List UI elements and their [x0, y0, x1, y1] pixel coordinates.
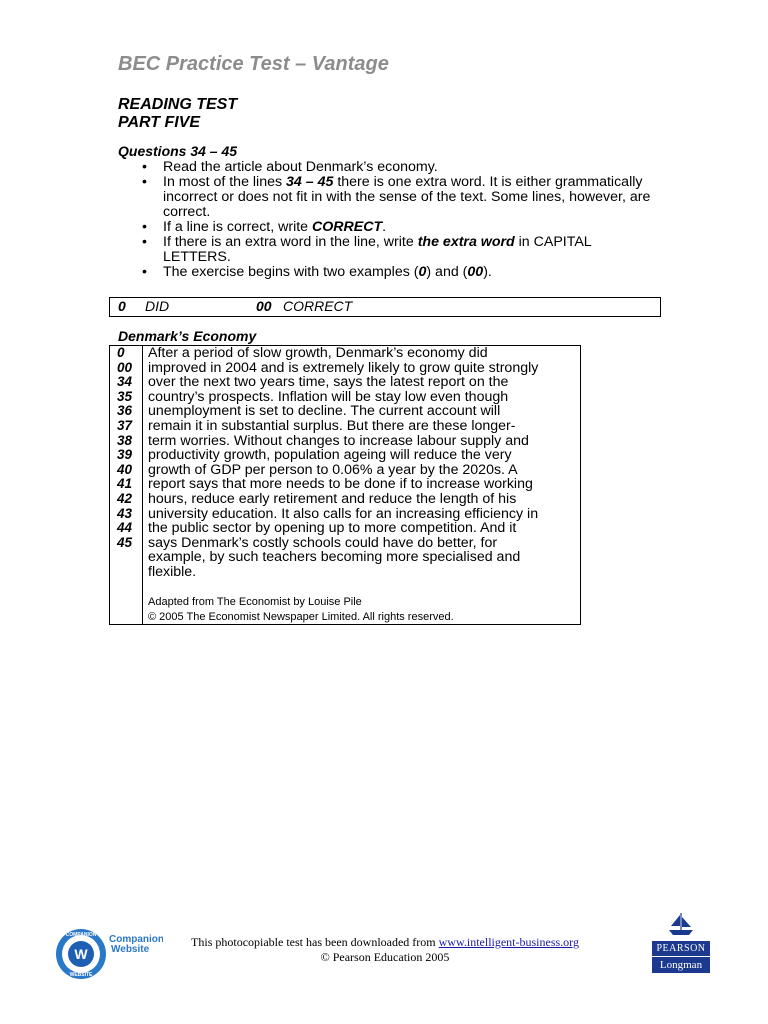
instruction-item: • In most of the lines 34 – 45 there is one extra word. It is either grammatically incorrect or does not fit in with the sense of the text. Some lines, however, are correct.: [118, 175, 658, 220]
line-number: 43: [117, 505, 133, 521]
line-number: 45: [117, 534, 133, 550]
article-line: country’s prospects. Inflation will be stay low even though: [148, 388, 509, 405]
examples-box: [109, 297, 661, 317]
svg-text:WEBSITE: WEBSITE: [69, 972, 93, 978]
instruction-item: • If there is an extra word in the line, write the extra word in CAPITAL LETTERS.: [118, 235, 658, 265]
line-number: 38: [117, 432, 133, 448]
article-line: unemployment is set to decline. The current account will: [148, 403, 501, 420]
footer-line: This photocopiable test has been downloaded from www.intelligent-business.org: [191, 935, 579, 949]
article-line: says Denmark’s costly schools could have do better, for: [148, 534, 498, 551]
article-line: productivity growth, population ageing will reduce the very: [148, 447, 512, 464]
article-text: [148, 346, 578, 580]
line-number: 34: [117, 374, 133, 390]
line-number: 35: [117, 388, 133, 404]
part-heading: PART FIVE: [118, 114, 201, 131]
svg-text:COMPANION: COMPANION: [65, 932, 97, 938]
article-line: After a period of slow growth, Denmark’s economy did: [148, 345, 488, 361]
article-copyright: © 2005 The Economist Newspaper Limited. All rights reserved.: [148, 611, 454, 623]
line-number: 36: [117, 403, 133, 419]
article-credit: Adapted from The Economist by Louise Pile: [148, 596, 362, 608]
website-link[interactable]: www.intelligent-business.org: [438, 935, 579, 949]
example-answer: CORRECT: [283, 298, 353, 314]
article-line: over the next two years time, says the latest report on the: [148, 374, 509, 391]
line-number: 42: [117, 490, 133, 506]
article-line: improved in 2004 and is extremely likely to grow quite strongly: [148, 359, 539, 376]
svg-text:Companion: Companion: [109, 934, 163, 945]
example-number: 0: [118, 298, 126, 314]
footer-copyright: © Pearson Education 2005: [320, 950, 450, 964]
instruction-item: • If a line is correct, write CORRECT.: [118, 220, 658, 235]
line-number: 37: [117, 417, 133, 433]
instruction-item: • The exercise begins with two examples (0) and (00).: [118, 265, 658, 280]
article-line: flexible.: [148, 563, 197, 580]
questions-heading: Questions 34 – 45: [118, 143, 238, 159]
line-number: 44: [117, 520, 133, 536]
article-line: example, by such teachers becoming more specialised and: [148, 549, 521, 566]
svg-text:Website: Website: [111, 944, 150, 955]
article-line: university education. It also calls for an increasing efficiency in: [148, 505, 539, 522]
longman-wordmark: Longman: [652, 957, 710, 973]
ship-icon: [652, 912, 710, 941]
svg-text:W: W: [74, 946, 88, 962]
pearson-wordmark: PEARSON: [652, 941, 710, 956]
article-line: the public sector by opening up to more competition. And it: [148, 520, 517, 537]
article-line: report says that more needs to be done if to increase working: [148, 476, 533, 493]
line-number: 39: [117, 447, 133, 463]
example-number: 00: [256, 298, 272, 314]
instruction-item: • Read the article about Denmark’s economy.: [118, 160, 658, 175]
article-line: term worries. Without changes to increase labour supply and: [148, 432, 529, 449]
line-number: 41: [117, 476, 133, 492]
article-line: growth of GDP per person to 0.06% a year by the 2020s. A: [148, 461, 518, 478]
article-line: remain it in substantial surplus. But there are these longer-: [148, 417, 516, 434]
article-box: [109, 345, 581, 625]
article-line: hours, reduce early retirement and reduce the length of his: [148, 490, 517, 507]
line-number-column: [110, 346, 143, 624]
section-heading: READING TEST: [118, 96, 238, 113]
document-title: BEC Practice Test – Vantage: [118, 53, 389, 75]
pearson-longman-logo: [652, 912, 710, 973]
article-title: Denmark’s Economy: [118, 328, 257, 344]
companion-website-logo: [53, 925, 163, 988]
line-number: 40: [117, 461, 133, 477]
instructions-list: [118, 160, 658, 280]
example-answer: DID: [145, 298, 170, 314]
line-number: 0: [117, 345, 125, 360]
footer: [150, 935, 620, 965]
line-number: 00: [117, 359, 133, 375]
